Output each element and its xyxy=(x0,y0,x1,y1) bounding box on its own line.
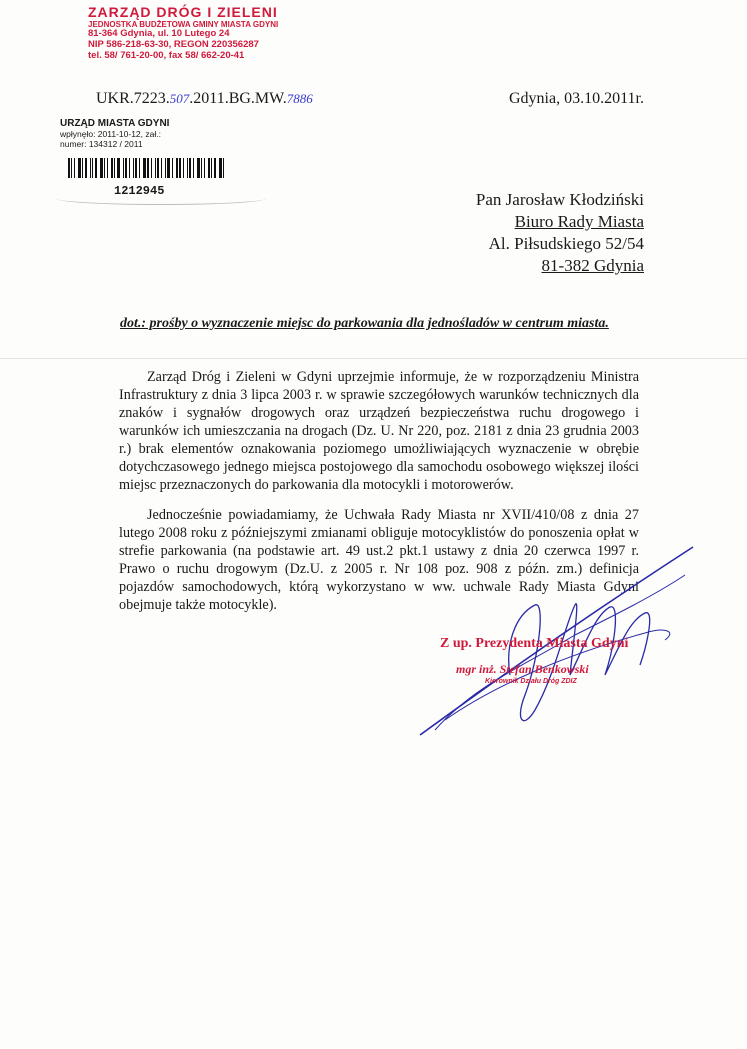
barcode-bar xyxy=(71,158,72,178)
body-paragraph-2: Jednocześnie powiadamiamy, że Uchwała Rady Miasta nr XVII/410/08 z dnia 27 lutego 2008 roku z późniejszymi zmianami obliguje motocyklistów do ponoszenia opłat w strefie parkowania (na podstawie art. 49 ust.2 pkt.1 ustawy z dnia 20 czerwca 1997 r. Prawo o ruchu drogowym (Dz.U. z 2005 r. Nr 108 poz. 908 z późn. zm.) definicja pojazdów samochodowych, którą wykorzystano w ww. uchwale Rady Miasta Gdyni obejmuje także motocykle). xyxy=(119,507,639,613)
body-paragraph-1: Zarząd Dróg i Zieleni w Gdyni uprzejmie informuje, że w rozporządzeniu Ministra Infrastruktury z dnia 3 lipca 2003 r. w sprawie szczegółowych warunków technicznych dla znaków i sygnałów drogowych oraz urządzeń bezpieczeństwa ruchu drogowego i warunków ich umieszczania na drogach (Dz. U. Nr 220, poz. 2181 z dnia 23 grudnia 2003 r.) brak elementów oznakowania poziomego umożliwiających wyznaczenie w obrębie dotychczasowego jednego miejsca postojowego dla samochodu osobowego większej ilości miejsc przeznaczonych do parkowania dla motocykli i motorowerów. xyxy=(119,369,639,493)
addressee-street: Al. Piłsudskiego 52/54 xyxy=(488,234,644,253)
barcode-bar xyxy=(114,158,115,178)
barcode-bar xyxy=(125,158,127,178)
reference-number xyxy=(96,90,313,108)
barcode-bar xyxy=(107,158,108,178)
barcode-bar xyxy=(143,158,146,178)
barcode-bar xyxy=(167,158,170,178)
barcode-bar xyxy=(104,158,105,178)
barcode-bar xyxy=(133,158,134,178)
barcode-bar xyxy=(100,158,103,178)
registration-title: URZĄD MIASTA GDYNI xyxy=(60,118,170,129)
barcode-bar xyxy=(74,158,75,178)
registration-received: wpłynęło: 2011-10-12, zał.: xyxy=(60,129,161,139)
barcode-bar xyxy=(151,158,152,178)
barcode-bar xyxy=(179,158,181,178)
barcode-bar xyxy=(208,158,210,178)
barcode-bar xyxy=(111,158,113,178)
barcode-bar xyxy=(204,158,205,178)
barcode-bar xyxy=(219,158,222,178)
addressee-name: Pan Jarosław Kłodziński xyxy=(475,190,644,209)
barcode-bar xyxy=(211,158,212,178)
barcode-bar xyxy=(129,158,130,178)
barcode-bar xyxy=(197,158,200,178)
registration-label xyxy=(60,118,260,204)
barcode-bar xyxy=(78,158,81,178)
signature-stamp-name: mgr inż. Stefan Benkowski xyxy=(456,662,589,676)
stamp-line-1: JEDNOSTKA BUDŻETOWA GMINY MIASTA GDYNI xyxy=(88,20,279,30)
barcode-bar xyxy=(135,158,137,178)
reference-handwritten-2: 7886 xyxy=(286,91,313,106)
barcode-bar xyxy=(82,158,83,178)
barcode-bar xyxy=(85,158,87,178)
barcode-bar xyxy=(214,158,216,178)
barcode-bar xyxy=(165,158,166,178)
stamp-line-3: NIP 586-218-63-30, REGON 220356287 xyxy=(88,39,259,51)
barcode-bar xyxy=(68,158,70,178)
barcode-bar xyxy=(193,158,194,178)
header-stamp xyxy=(88,4,278,62)
barcode-bar xyxy=(176,158,178,178)
barcode-bar xyxy=(183,158,184,178)
reference-middle: .2011.BG.MW. xyxy=(189,90,287,107)
scan-fold-line xyxy=(0,358,747,359)
barcode-bar xyxy=(161,158,162,178)
barcode-bar xyxy=(117,158,120,178)
barcode-bar xyxy=(123,158,124,178)
stamp-line-4: tel. 58/ 761-20-00, fax 58/ 662-20-41 xyxy=(88,50,245,62)
stamp-title: ZARZĄD DRÓG I ZIELENI xyxy=(88,4,278,20)
barcode-number: 1212945 xyxy=(114,184,165,198)
barcode-bar xyxy=(201,158,202,178)
barcode-bar xyxy=(172,158,173,178)
addressee-city: 81-382 Gdynia xyxy=(541,256,644,275)
addressee-office: Biuro Rady Miasta xyxy=(514,212,644,231)
letter-date: Gdynia, 03.10.2011r. xyxy=(509,90,644,107)
subject-line: dot.: prośby o wyznaczenie miejsc do parkowania dla jednośladów w centrum miasta. xyxy=(120,316,609,331)
barcode-bar xyxy=(187,158,188,178)
barcode-bar xyxy=(147,158,149,178)
barcode xyxy=(68,158,226,178)
barcode-bar xyxy=(223,158,224,178)
barcode-bar xyxy=(95,158,97,178)
signature-stamp-title: Kierownik Działu Dróg ZDIZ xyxy=(485,678,577,685)
reference-prefix: UKR.7223. xyxy=(96,90,170,107)
stamp-line-2: 81-364 Gdynia, ul. 10 Lutego 24 xyxy=(88,28,230,40)
addressee-block xyxy=(476,189,644,277)
barcode-bar xyxy=(139,158,140,178)
barcode-bar xyxy=(157,158,159,178)
barcode-bar xyxy=(189,158,191,178)
label-edge xyxy=(56,192,266,205)
barcode-bar xyxy=(92,158,93,178)
barcode-bar xyxy=(155,158,156,178)
reference-handwritten-1: 507 xyxy=(169,91,190,106)
barcode-bar xyxy=(90,158,91,178)
signature-stamp-authority: Z up. Prezydenta Miasta Gdyni xyxy=(440,636,629,651)
registration-number: numer: 134312 / 2011 xyxy=(60,139,143,150)
